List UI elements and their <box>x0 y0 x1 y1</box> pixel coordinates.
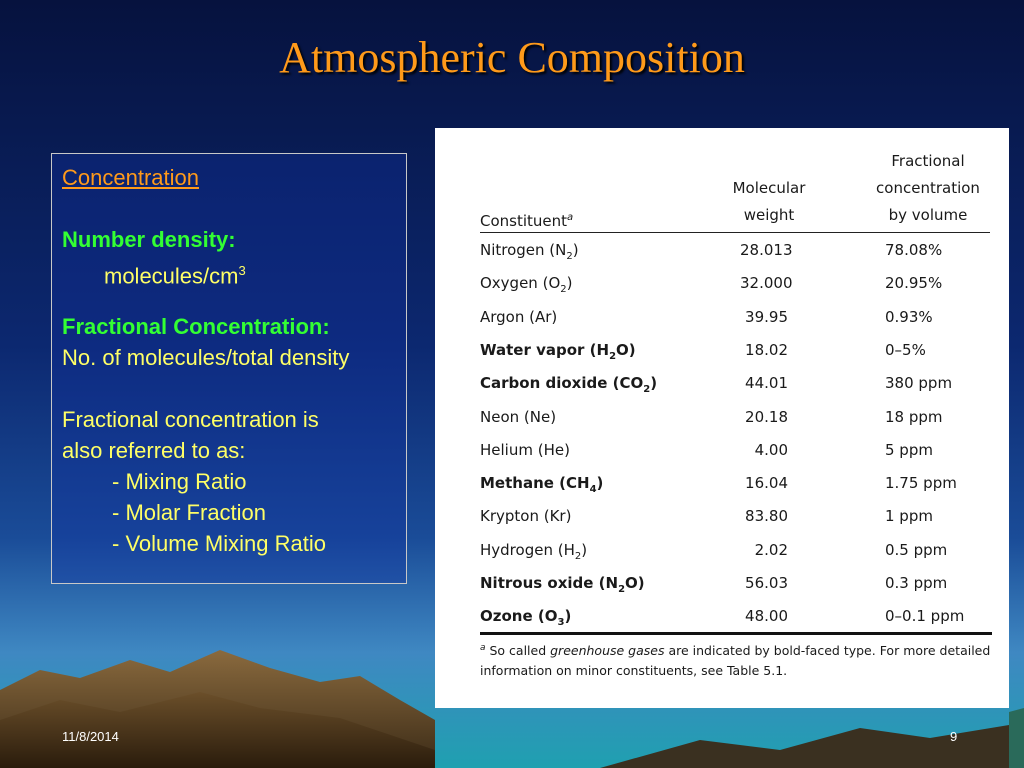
fractional-concentration: 20.95% <box>885 274 943 293</box>
concentration-textbox <box>51 153 407 584</box>
constituent-name: Ozone $(O_3)$ <box>480 607 572 629</box>
table-row <box>480 438 1000 471</box>
also-referred-line2: also referred to as: <box>62 438 246 464</box>
composition-table <box>435 128 1009 708</box>
number-density-unit: molecules/$cm^3$ <box>104 263 246 289</box>
fractional-concentration: 0–0.1 ppm <box>885 607 965 626</box>
fractional-concentration: 78.08% <box>885 241 943 259</box>
header-rule <box>480 232 990 233</box>
constituent-name: Nitrous oxide $(N_2O)$ <box>480 574 645 595</box>
molecular-weight: 83.80 <box>745 507 788 526</box>
footer-rule <box>480 632 992 635</box>
constituent-name: Water vapor $(H_2O)$ <box>480 340 636 362</box>
fractional-concentration-definition: No. of molecules/total density <box>62 345 350 371</box>
molecular-weight: 4.00 <box>754 440 788 459</box>
header-constituent: Constituent$^a$ <box>480 212 574 230</box>
molecular-weight: 48.00 <box>745 607 788 626</box>
header-fractional-concentration: Fractional concentration by volume <box>876 152 980 224</box>
table-row <box>480 338 1000 371</box>
constituent-name: Methane $(CH_4)$ <box>480 474 604 496</box>
fractional-concentration: 1.75 ppm <box>885 474 957 493</box>
constituent-name: Carbon dioxide $(CO_2)$ <box>480 374 658 396</box>
table-row <box>480 271 1000 304</box>
fractional-concentration: 1 ppm <box>885 507 933 526</box>
constituent-name: Helium (He) <box>480 440 570 459</box>
synonym-mixing-ratio: - Mixing Ratio <box>112 469 247 495</box>
table-row <box>480 538 1000 571</box>
constituent-name: Argon (Ar) <box>480 307 558 326</box>
constituent-name: Hydrogen $(H_2)$ <box>480 540 588 562</box>
table-row <box>480 405 1000 438</box>
constituent-name: Neon (Ne) <box>480 407 557 426</box>
fractional-concentration: 0.5 ppm <box>885 540 948 559</box>
molecular-weight: 16.04 <box>745 474 788 493</box>
constituent-name: Nitrogen $(N_2)$ <box>480 241 579 262</box>
slide-title: Atmospheric Composition <box>279 33 745 82</box>
molecular-weight: 2.02 <box>754 540 788 559</box>
table-row <box>480 305 1000 338</box>
table-row <box>480 571 1000 604</box>
molecular-weight: 44.01 <box>745 374 788 393</box>
constituent-name: Krypton (Kr) <box>480 507 572 526</box>
fractional-concentration: 5 ppm <box>885 440 933 459</box>
table-row <box>480 504 1000 537</box>
fractional-concentration-label: Fractional Concentration: <box>62 314 330 340</box>
molecular-weight: 32.000 <box>740 274 793 293</box>
fractional-concentration: 0.3 ppm <box>885 574 948 592</box>
fractional-concentration: 380 ppm <box>885 374 953 393</box>
molecular-weight: 20.18 <box>745 407 788 426</box>
concentration-heading: Concentration <box>62 165 199 190</box>
number-density-label: Number density: <box>62 227 236 252</box>
molecular-weight: 28.013 <box>740 241 793 259</box>
table-row <box>480 471 1000 504</box>
fractional-concentration: 0–5% <box>885 340 926 359</box>
slide-date: 11/8/2014 <box>62 729 119 744</box>
fractional-concentration: 0.93% <box>885 307 933 326</box>
fractional-concentration: 18 ppm <box>885 407 943 426</box>
table-row <box>480 371 1000 404</box>
molecular-weight: 56.03 <box>745 574 788 592</box>
constituent-name: Oxygen $(O_2)$ <box>480 274 573 296</box>
molecular-weight: 39.95 <box>745 307 788 326</box>
molecular-weight: 18.02 <box>745 340 788 359</box>
table-row <box>480 238 1000 271</box>
synonym-molar-fraction: - Molar Fraction <box>112 500 267 526</box>
table-footnote: $^a$ So called greenhouse gases are indicated by bold-faced type. For more detailed information on minor constituents, see Table 5.1. <box>480 643 991 679</box>
slide-page-number: 9 <box>950 729 958 744</box>
header-molecular-weight: Molecular weight <box>732 179 806 224</box>
synonym-volume-mixing-ratio: - Volume Mixing Ratio <box>112 531 326 557</box>
also-referred-line1: Fractional concentration is <box>62 407 319 433</box>
